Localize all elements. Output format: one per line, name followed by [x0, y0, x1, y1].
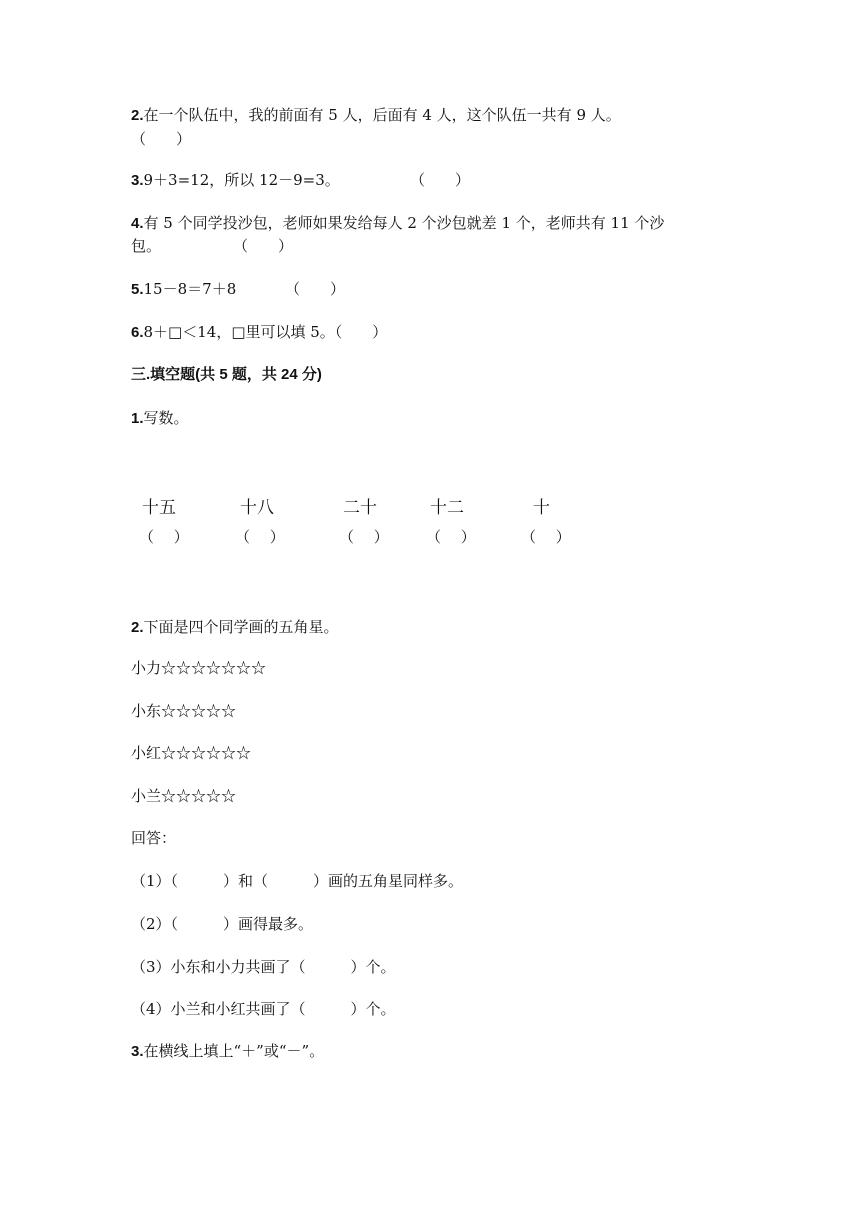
chinese-numeral: 十八 — [240, 498, 274, 518]
sub-question-4: （4）小兰和小红共画了（ ）个。 — [131, 1000, 396, 1018]
fill-question-2 — [131, 616, 339, 639]
chinese-numeral: 十二 — [430, 498, 464, 518]
question-number: 6. — [131, 324, 144, 341]
star-row-xiaoli: 小力☆☆☆☆☆☆☆ — [131, 659, 267, 677]
star-row-xiaohong: 小红☆☆☆☆☆☆ — [131, 744, 252, 762]
question-text-continued: 包。 — [131, 237, 162, 255]
question-6 — [131, 321, 387, 344]
sub-question-1: （1）（ ）和（ ）画的五角星同样多。 — [131, 872, 464, 890]
section-title: 三.填空题(共 5 题，共 24 分) — [131, 366, 322, 383]
answer-label: 回答： — [131, 829, 177, 847]
answer-blank — [131, 128, 191, 150]
question-number: 3. — [131, 172, 144, 189]
sub-question-3: （3）小东和小力共画了（ ）个。 — [131, 958, 396, 976]
chinese-numeral: 二十 — [343, 498, 377, 518]
star-row-xiaolan: 小兰☆☆☆☆☆ — [131, 787, 237, 805]
question-4-continued — [131, 235, 161, 257]
chinese-numeral: 十五 — [142, 498, 176, 518]
question-3 — [131, 169, 340, 192]
question-text: 有 5 个同学投沙包，老师如果发给每人 2 个沙包就差 1 个，老师共有 11 个沙 — [143, 214, 665, 232]
question-text: 8＋□＜14，□里可以填 5。（ ） — [143, 323, 388, 341]
question-number: 3. — [131, 1043, 144, 1060]
star-row-xiaodong: 小东☆☆☆☆☆ — [131, 702, 237, 720]
question-4 — [131, 212, 664, 235]
answer-parentheses: （ ） — [131, 130, 192, 148]
question-2 — [131, 104, 621, 127]
answer-parentheses: （ ） — [521, 528, 571, 546]
question-number: 2. — [131, 107, 144, 124]
question-number: 2. — [131, 619, 144, 636]
question-text: 下面是四个同学画的五角星。 — [143, 618, 339, 636]
sub-question-2: （2）（ ）画得最多。 — [131, 915, 314, 933]
question-text: 9＋3=12，所以 12－9=3。 — [143, 171, 340, 189]
question-text: 在横线上填上“＋”或“－”。 — [143, 1042, 325, 1060]
answer-parentheses: （ ） — [339, 528, 389, 546]
answer-parentheses: （ ） — [235, 528, 285, 546]
question-text: 在一个队伍中，我的前面有 5 人，后面有 4 人，这个队伍一共有 9 人。 — [143, 106, 621, 124]
fill-question-3 — [131, 1040, 324, 1063]
question-number: 4. — [131, 215, 144, 232]
fill-question-1 — [131, 407, 189, 430]
answer-parentheses: （ ） — [410, 171, 471, 189]
answer-parentheses: （ ） — [426, 528, 476, 546]
answer-parentheses: （ ） — [139, 528, 189, 546]
answer-parentheses: （ ） — [285, 280, 346, 298]
question-5 — [131, 278, 236, 301]
question-text: 写数。 — [143, 409, 189, 427]
question-text: 15－8＝7＋8 — [143, 280, 237, 298]
question-number: 1. — [131, 410, 144, 427]
chinese-numeral: 十 — [533, 498, 550, 518]
question-number: 5. — [131, 281, 144, 298]
answer-parentheses: （ ） — [233, 237, 294, 255]
